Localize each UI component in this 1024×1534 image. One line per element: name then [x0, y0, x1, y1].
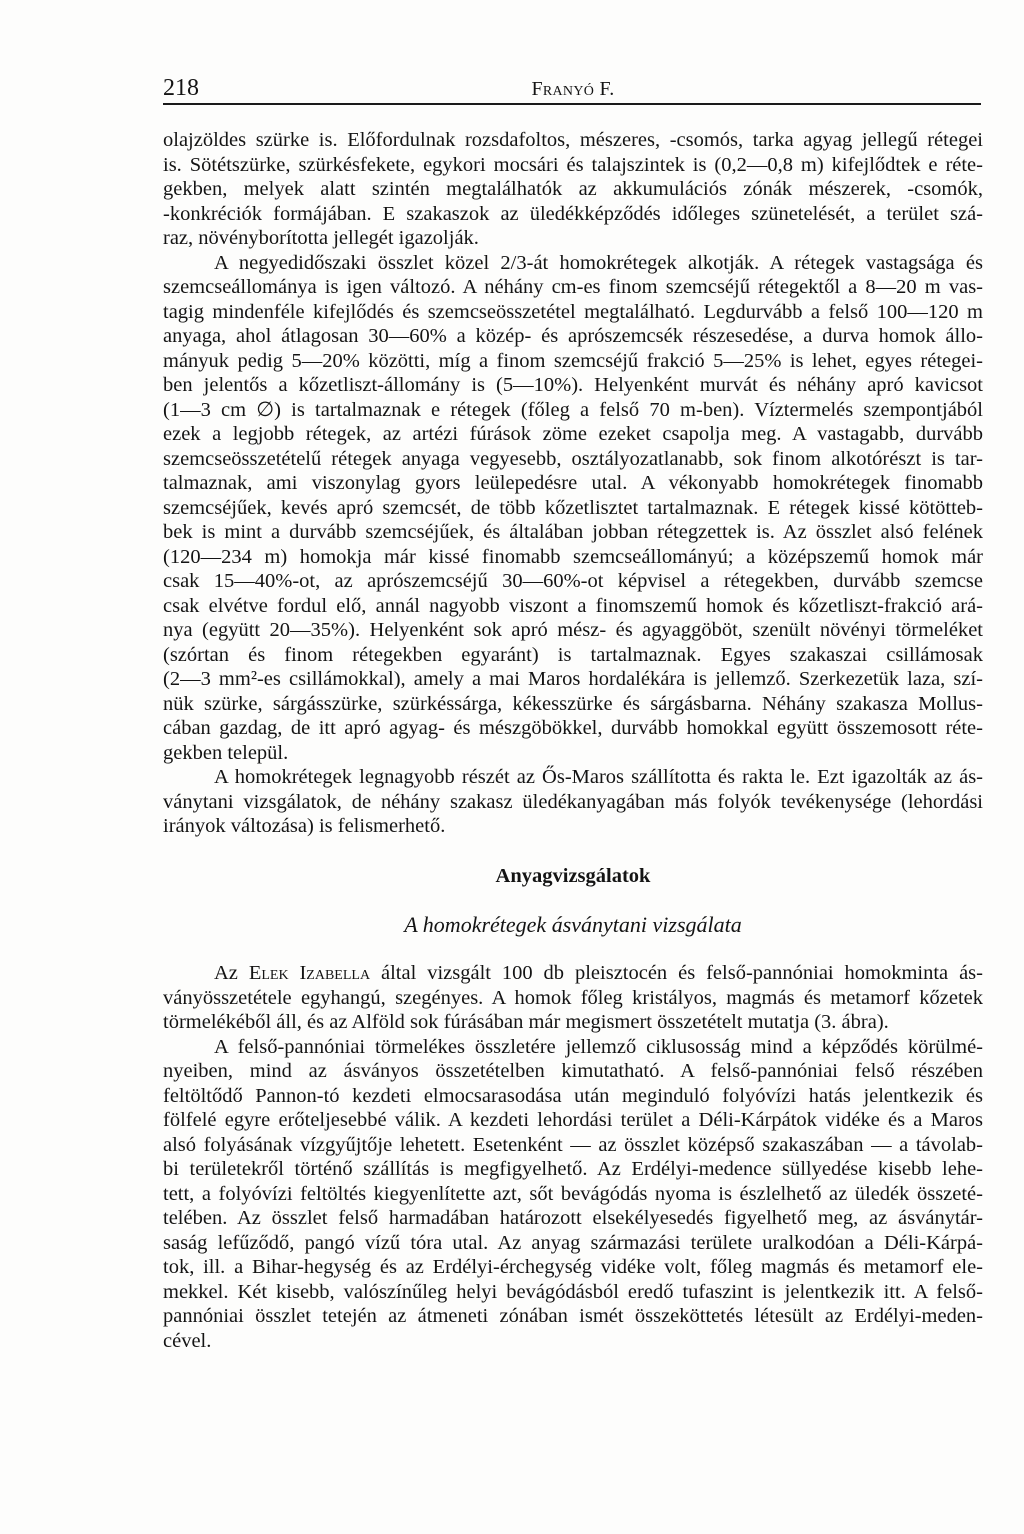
- page-header: [163, 74, 983, 102]
- text-line: törmelékéből áll, és az Alföld sok fúrásában már megismert összetételt mutatja (3. ábra).: [163, 1011, 889, 1033]
- paragraph: [163, 251, 983, 766]
- text-line: nya (együtt 20—35%). Helyenként sok apró mész- és agyaggöböt, szenült növényi törmeléket: [163, 619, 983, 641]
- text-line: szemcseösszetételű rétegek anyaga vegyesebb, osztályozatlanabb, sok finom alkotórészt is tar-: [163, 447, 983, 470]
- text-line: (2—3 mm²-es csillámokkal), amely a mai Maros hordalékára is jellemző. Szerkezetük laza, szí-: [163, 668, 983, 690]
- text-line: csak 15—40%-ot, az aprószemcséjű 30—60%-ot képvisel a rétegekben, durvább szemcse: [163, 570, 983, 592]
- paragraph: [163, 1035, 983, 1354]
- author-name: Elek Izabella: [248, 962, 371, 984]
- text-line: alsó folyásának vízgyűjtője lehetett. Esetenként — az összlet középső szakaszában — a távolab-: [163, 1133, 983, 1156]
- text-line: szemcséjűek, kevés apró szemcsét, de több kőzetlisztet tartalmaznak. E rétegek kissé kötötteb-: [163, 496, 983, 519]
- text-line: is. Sötétszürke, szürkésfekete, egykori mocsári és talajszintek is (0,2—0,8 m) kifejlődtek e réte-: [163, 153, 983, 176]
- text-line: bi területekről történő szállítás is megfigyelhető. Az Erdélyi-medence süllyedése kisebb lehe-: [163, 1158, 983, 1180]
- header-rule: [163, 103, 981, 105]
- text-line: A negyedidőszaki összlet közel 2/3-át homokrétegek alkotják. A rétegek vastagsága és: [214, 251, 983, 274]
- text-line: raz, növényborította jellegét igazolják.: [163, 227, 479, 249]
- text-line: gekben települ.: [163, 741, 289, 764]
- text-line: gekben, melyek alatt szintén megtalálhatók az akkumulációs zónák mészerek, -csomók,: [163, 178, 983, 200]
- text-block-analysis: [163, 961, 983, 1353]
- paragraph: [163, 765, 983, 839]
- text-line: cével.: [163, 1329, 212, 1352]
- text-line: tagig mindenféle kifejlődés és szemcseösszetétel megtalálható. Legdurvább a felső 100—120 m: [163, 300, 983, 323]
- text-line: nyeiben, mind az ásványos összetételben kimutatható. A felső-pannóniai felső részében: [163, 1060, 983, 1082]
- text-line: mányuk pedig 5—20% közötti, míg a finom szemcséjű frakció 5—25% is lehet, egyes rétegei-: [163, 349, 983, 372]
- text-block-intro: [163, 128, 983, 839]
- text-line: csak elvétve fordul elő, annál nagyobb viszont a finomszemű homok és kőzetliszt-frakció ará-: [163, 594, 983, 617]
- text-line: nük szürke, sárgásszürke, szürkéssárga, kékesszürke és sárgásbarna. Néhány szakasza Mollus-: [163, 692, 983, 715]
- text-line: olajzöldes szürke is. Előfordulnak rozsdafoltos, mészeres, -csomós, tarka agyag jellegű rétegei: [163, 129, 983, 151]
- text-segment: által vizsgált 100 db pleisztocén és felső-pannóniai homokminta ás-: [370, 962, 983, 984]
- text-line: tett, a folyóvízi feltöltés kiegyenlítette azt, sőt bevágódás nyoma is észlelhető az üledék összeté-: [163, 1182, 983, 1205]
- text-line: feltöltődő Pannon-tó kezdeti elmocsarasodása után meginduló folyóvízi hatás jelentkezik és: [163, 1084, 983, 1107]
- text-line: mekkel. Két kisebb, valószínűleg helyi bevágódásból eredő tufaszint is jelentkezik itt. A felső-: [163, 1280, 983, 1303]
- text-line: talmaznak, ami viszonylag gyors leülepedésre utal. A vékonyabb homokrétegek finomabb: [163, 472, 983, 494]
- text-line: -konkréciók formájában. E szakaszok az üledékképződés időleges szünetelését, a terület szá-: [163, 202, 983, 225]
- section-heading: Anyagvizsgálatok: [495, 865, 651, 887]
- text-segment: Az: [214, 962, 249, 984]
- text-line: (120—234 m) homokja már kissé finomabb szemcseállományú; a középszemű homok már: [163, 545, 983, 568]
- page-number: 218: [163, 75, 199, 101]
- text-line: ványösszetétele egyhangú, szegényes. A homok főleg kristályos, magmás és metamorf kőzetek: [163, 986, 983, 1009]
- text-line: anyaga, ahol átlagosan 30—60% a közép- és aprószemcsék részesedése, a durva homok állo-: [163, 325, 983, 347]
- text-line: bek is mint a durvább szemcséjűek, és általában jobban rétegzettek is. Az összlet alsó felének: [163, 521, 983, 543]
- running-title: Franyó F.: [531, 78, 615, 100]
- text-line: (1—3 cm ∅) is tartalmaznak e rétegek (főleg a felső 70 m-ben). Víztermelés szempontjából: [163, 398, 983, 421]
- text-line: cában gazdag, de itt apró agyag- és mészgöbökkel, durvább homokkal együtt összemosott réte-: [163, 717, 983, 739]
- section-subheading: A homokrétegek ásványtani vizsgálata: [404, 912, 742, 937]
- text-line: A felső-pannóniai törmelékes összletére jellemző ciklusosság mind a képződés körülmé-: [214, 1035, 983, 1058]
- text-line: telében. Az összlet felső harmadában határozott elsekélyesedés figyelhető meg, az ásványtár-: [163, 1207, 983, 1229]
- paragraph: [163, 128, 983, 251]
- text-line: ezek a legjobb rétegek, az artézi fúrások zöme ezeket csapolja meg. A vastagabb, durvább: [163, 423, 983, 445]
- text-line: ványtani vizsgálatok, de néhány szakasz üledékanyagában más folyók tevékenysége (lehordási: [163, 790, 983, 813]
- text-line: szemcseállománya is igen változó. A néhány cm-es finom szemcséjű rétegektől a 8—20 m vas-: [163, 276, 983, 298]
- text-line: [163, 961, 983, 986]
- paragraph: [163, 961, 983, 1035]
- text-line: pannóniai összlet tetején az átmeneti zónában ismét összeköttetés létesült az Erdélyi-meden-: [163, 1305, 983, 1327]
- text-line: tok, ill. a Bihar-hegység és az Erdélyi-érchegység vidéke volt, főleg magmás és metamorf ele-: [163, 1256, 983, 1278]
- text-line: A homokrétegek legnagyobb részét az Ős-Maros szállította és rakta le. Ezt igazolták az ás-: [214, 766, 983, 788]
- text-line: saság lefűződő, pangó vízű tóra utal. Az anyag származási területe uralkodóan a Déli-Kárpá-: [163, 1231, 983, 1254]
- text-line: fölfelé egyre erőteljesebbé válik. A kezdeti lehordási terület a Déli-Kárpátok vidéke és a Maros: [163, 1109, 983, 1131]
- text-line: (szórtan és finom rétegekben egyaránt) is tartalmaznak. Egyes szakaszai csillámosak: [163, 643, 983, 666]
- text-line: ben jelentős a kőzetliszt-állomány is (5—10%). Helyenként murvát és néhány apró kavicsot: [163, 374, 983, 396]
- text-line: irányok változása) is felismerhető.: [163, 815, 446, 837]
